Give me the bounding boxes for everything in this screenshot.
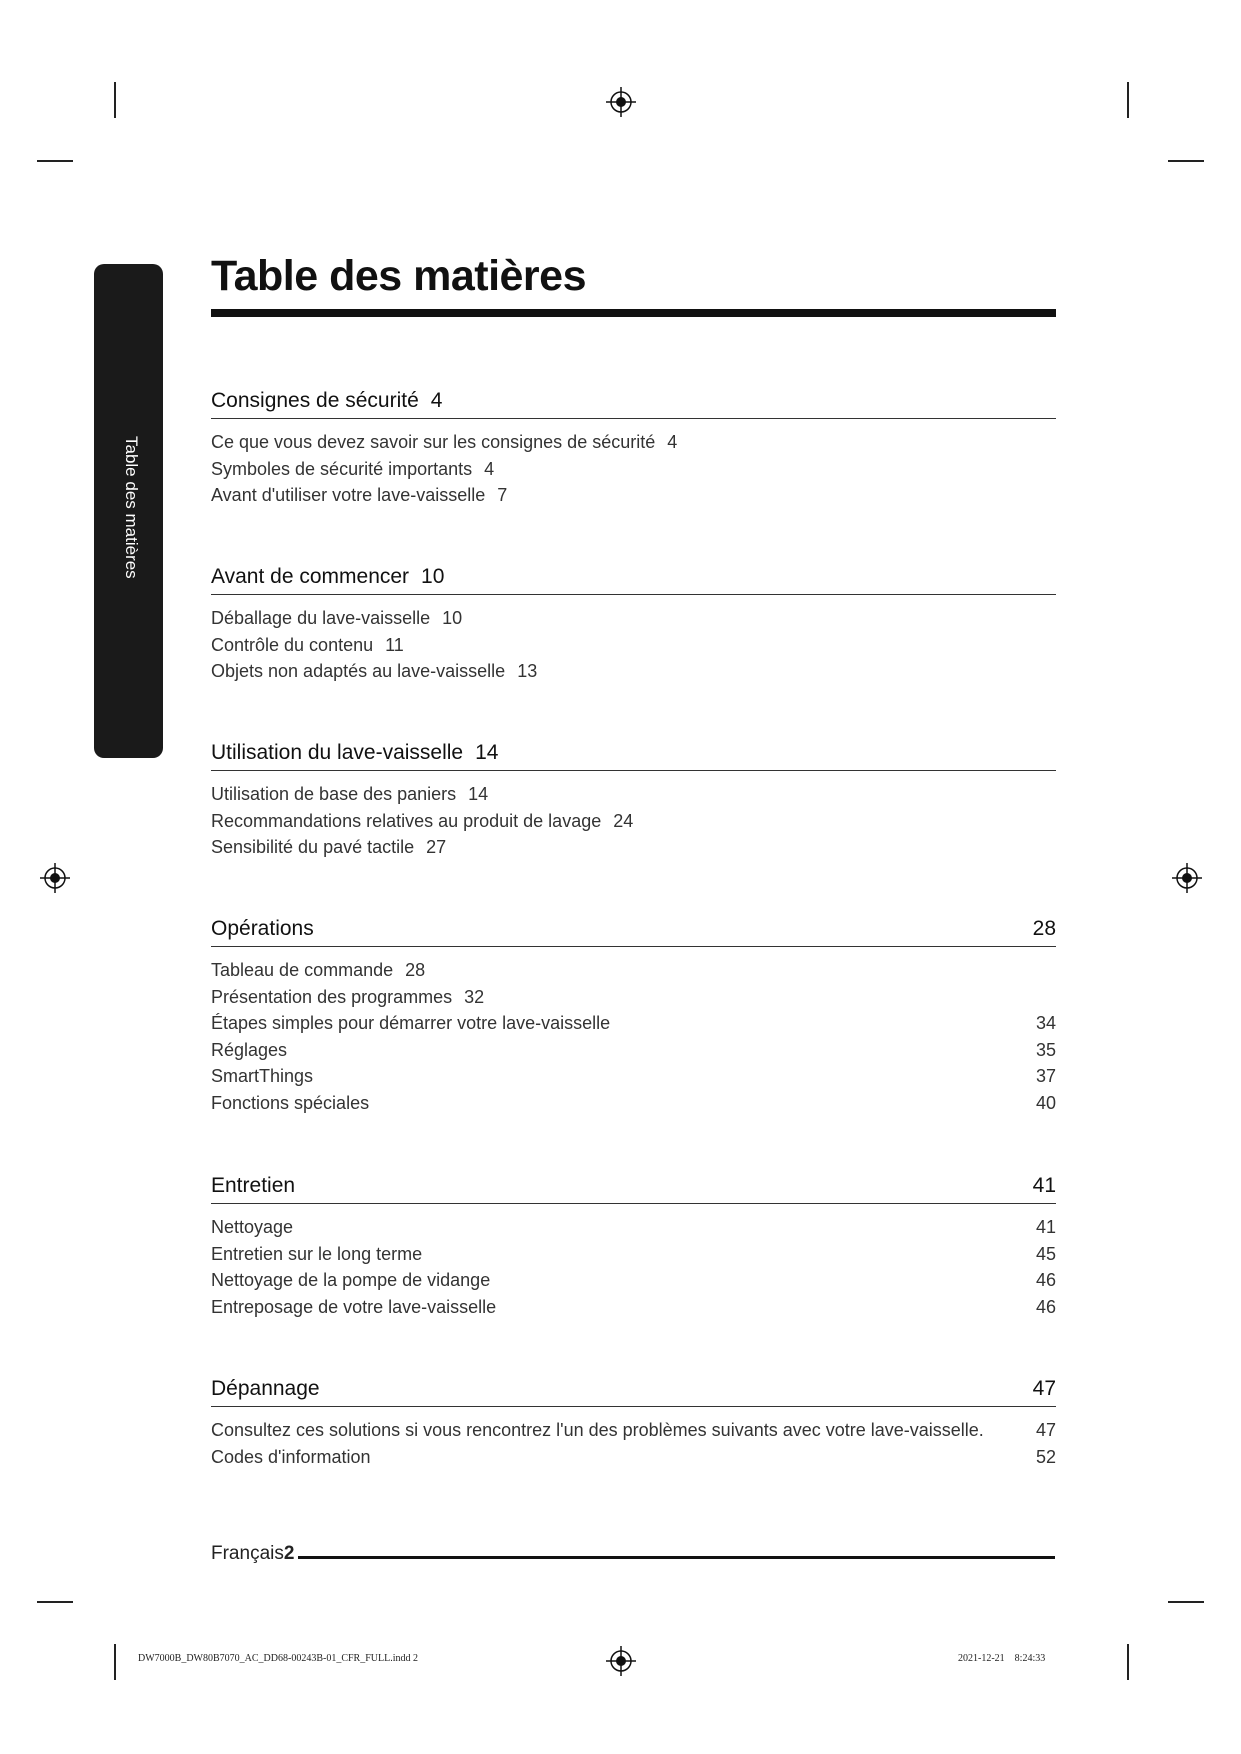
- registration-mark-icon: [606, 1646, 636, 1676]
- crop-mark: [114, 82, 116, 118]
- toc-entry[interactable]: [211, 1444, 1056, 1471]
- entry-label: Déballage du lave-vaisselle: [211, 608, 431, 628]
- toc-entry[interactable]: [211, 605, 1056, 632]
- entry-page: 13: [517, 661, 538, 681]
- footer-language: Français: [211, 1543, 284, 1564]
- footer-page-number: 2: [283, 1543, 295, 1564]
- crop-mark: [114, 1644, 116, 1680]
- toc-entry[interactable]: [211, 957, 1056, 984]
- registration-mark-icon: [606, 87, 636, 117]
- toc-entry[interactable]: [211, 1090, 1056, 1117]
- entry-page: 35: [1035, 1039, 1056, 1060]
- entry-page: 4: [667, 432, 678, 452]
- entry-page: 46: [1035, 1296, 1056, 1317]
- page-title: Table des matières: [211, 252, 586, 300]
- toc-entry[interactable]: [211, 781, 1056, 808]
- entry-label: Objets non adaptés au lave-vaisselle: [211, 661, 506, 681]
- section-page: 4: [430, 389, 443, 412]
- toc-entry[interactable]: [211, 1037, 1056, 1064]
- crop-mark: [1168, 160, 1204, 162]
- toc-entry[interactable]: [211, 1417, 1056, 1444]
- crop-mark: [1168, 1601, 1204, 1603]
- entry-label: Avant d'utiliser votre lave-vaisselle: [211, 485, 486, 505]
- title-rule: [211, 309, 1056, 317]
- entry-page: 40: [1035, 1092, 1056, 1113]
- entry-label: Tableau de commande: [211, 960, 394, 980]
- section-title[interactable]: Utilisation du lave-vaisselle: [211, 741, 464, 764]
- entry-page: 47: [1035, 1420, 1056, 1440]
- entry-page: 7: [497, 485, 508, 505]
- toc-section-maintenance: [211, 1172, 1056, 1320]
- toc-entry[interactable]: [211, 632, 1056, 659]
- entry-label: Nettoyage: [211, 1217, 294, 1237]
- section-heading: [211, 739, 1056, 771]
- entry-label: Entreposage de votre lave-vaisselle: [211, 1296, 497, 1317]
- entry-page: 28: [405, 960, 426, 980]
- section-title[interactable]: Dépannage: [211, 1377, 320, 1400]
- entry-label: Entretien sur le long terme: [211, 1243, 423, 1264]
- registration-mark-icon: [40, 863, 70, 893]
- toc-entry[interactable]: [211, 658, 1056, 685]
- entry-label: Contrôle du contenu: [211, 634, 374, 655]
- entry-page: 11: [385, 634, 404, 655]
- entry-label: Fonctions spéciales: [211, 1092, 370, 1113]
- section-page: 10: [421, 565, 445, 588]
- entry-label: Étapes simples pour démarrer votre lave-vaisselle: [211, 1013, 611, 1033]
- toc-entry[interactable]: [211, 1294, 1056, 1321]
- entry-page: 52: [1035, 1446, 1056, 1467]
- toc-section-troubleshooting: [211, 1375, 1056, 1470]
- entry-page: 14: [468, 784, 489, 804]
- toc-entry[interactable]: [211, 834, 1056, 861]
- footer-rule: [298, 1556, 1055, 1559]
- page-footer: [211, 1543, 294, 1565]
- slug-file: DW7000B_DW80B7070_AC_DD68-00243B-01_CFR_FULL.indd 2: [138, 1653, 419, 1664]
- section-title[interactable]: Consignes de sécurité: [211, 389, 419, 412]
- section-heading: [211, 563, 1056, 595]
- toc-entry[interactable]: [211, 1267, 1056, 1294]
- section-page: 14: [475, 741, 499, 764]
- crop-mark: [37, 1601, 73, 1603]
- section-title[interactable]: Avant de commencer: [211, 565, 410, 588]
- toc-section-operations: [211, 915, 1056, 1116]
- crop-mark: [1127, 82, 1129, 118]
- entry-label: SmartThings: [211, 1066, 314, 1086]
- toc-entry[interactable]: [211, 984, 1056, 1011]
- toc-entry[interactable]: [211, 1241, 1056, 1268]
- crop-mark: [1127, 1644, 1129, 1680]
- toc-section-before-starting: [211, 563, 1056, 685]
- entry-page: 34: [1035, 1013, 1056, 1033]
- toc-entry[interactable]: [211, 429, 1056, 456]
- entry-page: 32: [464, 986, 485, 1007]
- entry-label: Codes d'information: [211, 1446, 371, 1467]
- section-page: 41: [1032, 1174, 1056, 1197]
- toc-entry[interactable]: [211, 1010, 1056, 1037]
- slug-timestamp: 2021-12-21 8:24:33: [958, 1653, 1046, 1664]
- entry-label: Présentation des programmes: [211, 986, 453, 1007]
- entry-page: 37: [1035, 1066, 1056, 1086]
- section-page: 28: [1032, 917, 1056, 940]
- entry-page: 27: [426, 837, 447, 857]
- entry-page: 46: [1035, 1270, 1056, 1290]
- section-heading: [211, 1172, 1056, 1204]
- side-tab-label: Table des matières: [122, 436, 141, 579]
- entry-label: Ce que vous devez savoir sur les consignes de sécurité: [211, 432, 656, 452]
- toc-entry[interactable]: [211, 808, 1056, 835]
- toc-entry[interactable]: [211, 1063, 1056, 1090]
- entry-page: 10: [442, 608, 463, 628]
- section-title[interactable]: Entretien: [211, 1174, 296, 1197]
- toc-entry[interactable]: [211, 1214, 1056, 1241]
- toc-section-safety: [211, 387, 1056, 509]
- entry-label: Sensibilité du pavé tactile: [211, 837, 415, 857]
- toc-entry[interactable]: [211, 456, 1056, 483]
- section-title[interactable]: Opérations: [211, 917, 314, 940]
- entry-label: Symboles de sécurité importants: [211, 458, 473, 479]
- crop-mark: [37, 160, 73, 162]
- entry-page: 41: [1035, 1217, 1056, 1237]
- entry-page: 4: [484, 458, 495, 479]
- toc-entry[interactable]: [211, 482, 1056, 509]
- entry-page: 45: [1035, 1243, 1056, 1264]
- toc-section-usage: [211, 739, 1056, 861]
- entry-label: Consultez ces solutions si vous rencontrez l'un des problèmes suivants avec votre lave-vaisselle.: [211, 1420, 984, 1440]
- section-heading: [211, 915, 1056, 947]
- entry-page: 24: [613, 810, 634, 831]
- entry-label: Nettoyage de la pompe de vidange: [211, 1270, 491, 1290]
- entry-label: Réglages: [211, 1039, 288, 1060]
- section-page: 47: [1032, 1377, 1056, 1400]
- registration-mark-icon: [1172, 863, 1202, 893]
- section-heading: [211, 1375, 1056, 1407]
- entry-label: Recommandations relatives au produit de lavage: [211, 810, 602, 831]
- entry-label: Utilisation de base des paniers: [211, 784, 457, 804]
- section-heading: [211, 387, 1056, 419]
